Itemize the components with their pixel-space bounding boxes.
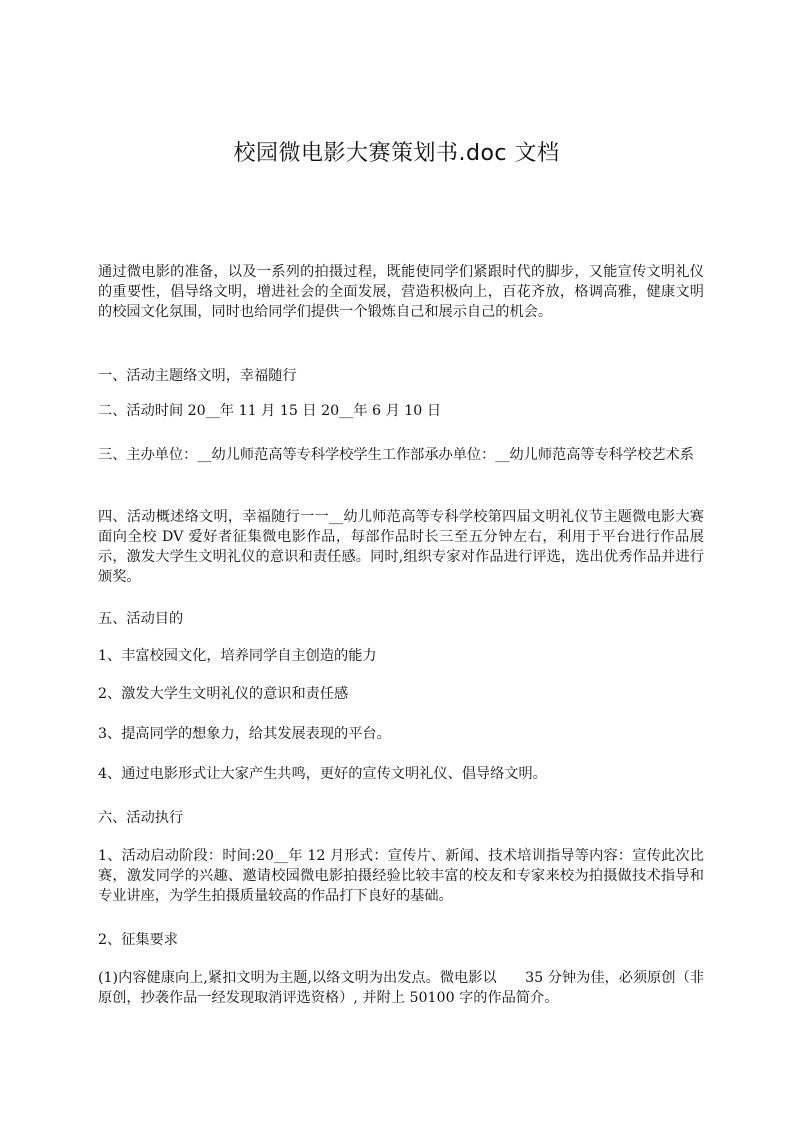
purpose-item-2: 2、激发大学生文明礼仪的意识和责任感 [98, 686, 349, 702]
purpose-item-4: 4、通过电影形式让大家产生共鸣，更好的宣传文明礼仪、倡导络文明。 [98, 766, 547, 782]
document-title: 校园微电影大赛策划书.doc 文档 [233, 141, 560, 166]
section-heading-theme: 一、活动主题络文明，幸福随行 [98, 368, 297, 384]
launch-stage-paragraph: 1、活动启动阶段：时间:20__年 12 月形式：宣传片、新闻、技术培训指导等内容：宣传此次比赛，激发同学的兴趣、邀请校园微电影拍摄经验比较丰富的校友和专家来校为拍摄做技术指导和专业讲座，为学生拍摄质量较高的作品打下良好的基础。 [98, 848, 704, 904]
section-heading-time: 二、活动时间 20__年 11 月 15 日 20__年 6 月 10 日 [98, 403, 442, 419]
overview-paragraph: 四、活动概述络文明，幸福随行一一__幼儿师范高等专科学校第四届文明礼仪节主题微电影大赛面向全校 DV 爱好者征集微电影作品，每部作品时长三至五分钟左右，利用于平台进行作品展示，激发大学生文明礼仪的意识和责任感。同时,组织专家对作品进行评选，选出优秀作品并进行颁奖。 [98, 509, 704, 585]
section-heading-purpose: 五、活动目的 [98, 611, 184, 627]
organizer-paragraph: 三、主办单位：__幼儿师范高等专科学校学生工作部承办单位：__幼儿师范高等专科学校艺术系 [98, 447, 694, 463]
intro-paragraph: 通过微电影的准备，以及一系列的拍摄过程，既能使同学们紧跟时代的脚步，又能宣传文明礼仪的重要性，倡导络文明，增进社会的全面发展，营造积极向上，百花齐放，格调高雅，健康文明的校园文化氛围，同时也给同学们提供一个锻炼自己和展示自己的机会。 [98, 264, 704, 320]
collection-requirements-heading: 2、征集要求 [98, 932, 178, 948]
purpose-item-1: 1、丰富校园文化，培养同学自主创造的能力 [98, 648, 377, 664]
purpose-item-3: 3、提高同学的想象力，给其发展表现的平台。 [98, 726, 391, 742]
section-heading-execution: 六、活动执行 [98, 810, 184, 826]
content-requirement-paragraph: (1)内容健康向上,紧扣文明为主题,以络文明为出发点。微电影以 35 分钟为佳，必须原创（非原创，抄袭作品一经发现取消评选资格）, 并附上 50100 字的作品简介。 [98, 970, 704, 1006]
